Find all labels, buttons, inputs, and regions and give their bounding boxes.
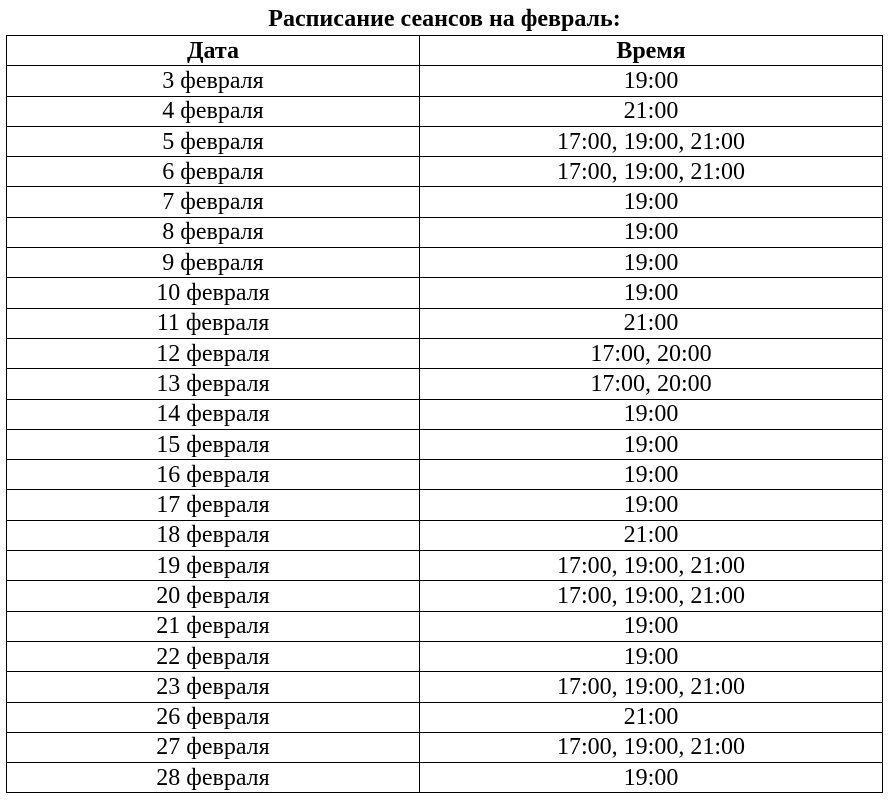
time-cell: 17:00, 19:00, 21:00 <box>420 157 883 187</box>
table-row <box>7 187 883 217</box>
table-row <box>7 96 883 126</box>
date-cell: 27 февраля <box>7 732 420 762</box>
time-cell: 19:00 <box>420 248 883 278</box>
table-row <box>7 369 883 399</box>
table-row <box>7 157 883 187</box>
table-row <box>7 399 883 429</box>
table-row <box>7 217 883 247</box>
time-cell: 19:00 <box>420 490 883 520</box>
date-cell: 15 февраля <box>7 429 420 459</box>
table-row <box>7 702 883 732</box>
time-cell: 19:00 <box>420 611 883 641</box>
table-row <box>7 641 883 671</box>
table-row <box>7 460 883 490</box>
time-cell: 17:00, 19:00, 21:00 <box>420 672 883 702</box>
table-row <box>7 126 883 156</box>
time-cell: 19:00 <box>420 217 883 247</box>
table-row <box>7 520 883 550</box>
date-cell: 3 февраля <box>7 66 420 96</box>
time-cell: 21:00 <box>420 308 883 338</box>
time-cell: 21:00 <box>420 520 883 550</box>
date-cell: 26 февраля <box>7 702 420 732</box>
date-cell: 12 февраля <box>7 338 420 368</box>
date-cell: 14 февраля <box>7 399 420 429</box>
date-cell: 16 февраля <box>7 460 420 490</box>
date-cell: 8 февраля <box>7 217 420 247</box>
date-cell: 19 февраля <box>7 551 420 581</box>
table-row <box>7 611 883 641</box>
time-cell: 17:00, 19:00, 21:00 <box>420 581 883 611</box>
date-cell: 18 февраля <box>7 520 420 550</box>
table-row <box>7 278 883 308</box>
table-row <box>7 551 883 581</box>
column-header-date: Дата <box>7 36 420 66</box>
table-row <box>7 308 883 338</box>
column-header-time: Время <box>420 36 883 66</box>
table-row <box>7 248 883 278</box>
date-cell: 10 февраля <box>7 278 420 308</box>
time-cell: 19:00 <box>420 278 883 308</box>
table-header-row <box>7 36 883 66</box>
page-title: Расписание сеансов на февраль: <box>268 6 621 32</box>
date-cell: 17 февраля <box>7 490 420 520</box>
table-row <box>7 429 883 459</box>
date-cell: 22 февраля <box>7 641 420 671</box>
date-cell: 28 февраля <box>7 763 420 793</box>
date-cell: 6 февраля <box>7 157 420 187</box>
date-cell: 5 февраля <box>7 126 420 156</box>
table-row <box>7 66 883 96</box>
time-cell: 19:00 <box>420 641 883 671</box>
time-cell: 21:00 <box>420 702 883 732</box>
time-cell: 19:00 <box>420 460 883 490</box>
date-cell: 7 февраля <box>7 187 420 217</box>
date-cell: 21 февраля <box>7 611 420 641</box>
table-body <box>7 66 883 793</box>
time-cell: 19:00 <box>420 399 883 429</box>
date-cell: 11 февраля <box>7 308 420 338</box>
table-row <box>7 490 883 520</box>
date-cell: 23 февраля <box>7 672 420 702</box>
schedule-table <box>6 35 883 793</box>
time-cell: 17:00, 19:00, 21:00 <box>420 126 883 156</box>
time-cell: 17:00, 20:00 <box>420 369 883 399</box>
time-cell: 19:00 <box>420 763 883 793</box>
table-row <box>7 763 883 793</box>
time-cell: 21:00 <box>420 96 883 126</box>
time-cell: 17:00, 19:00, 21:00 <box>420 732 883 762</box>
date-cell: 9 февраля <box>7 248 420 278</box>
time-cell: 17:00, 20:00 <box>420 338 883 368</box>
date-cell: 4 февраля <box>7 96 420 126</box>
time-cell: 19:00 <box>420 187 883 217</box>
time-cell: 17:00, 19:00, 21:00 <box>420 551 883 581</box>
table-row <box>7 581 883 611</box>
table-row <box>7 732 883 762</box>
time-cell: 19:00 <box>420 66 883 96</box>
time-cell: 19:00 <box>420 429 883 459</box>
table-row <box>7 338 883 368</box>
table-row <box>7 672 883 702</box>
date-cell: 20 февраля <box>7 581 420 611</box>
date-cell: 13 февраля <box>7 369 420 399</box>
